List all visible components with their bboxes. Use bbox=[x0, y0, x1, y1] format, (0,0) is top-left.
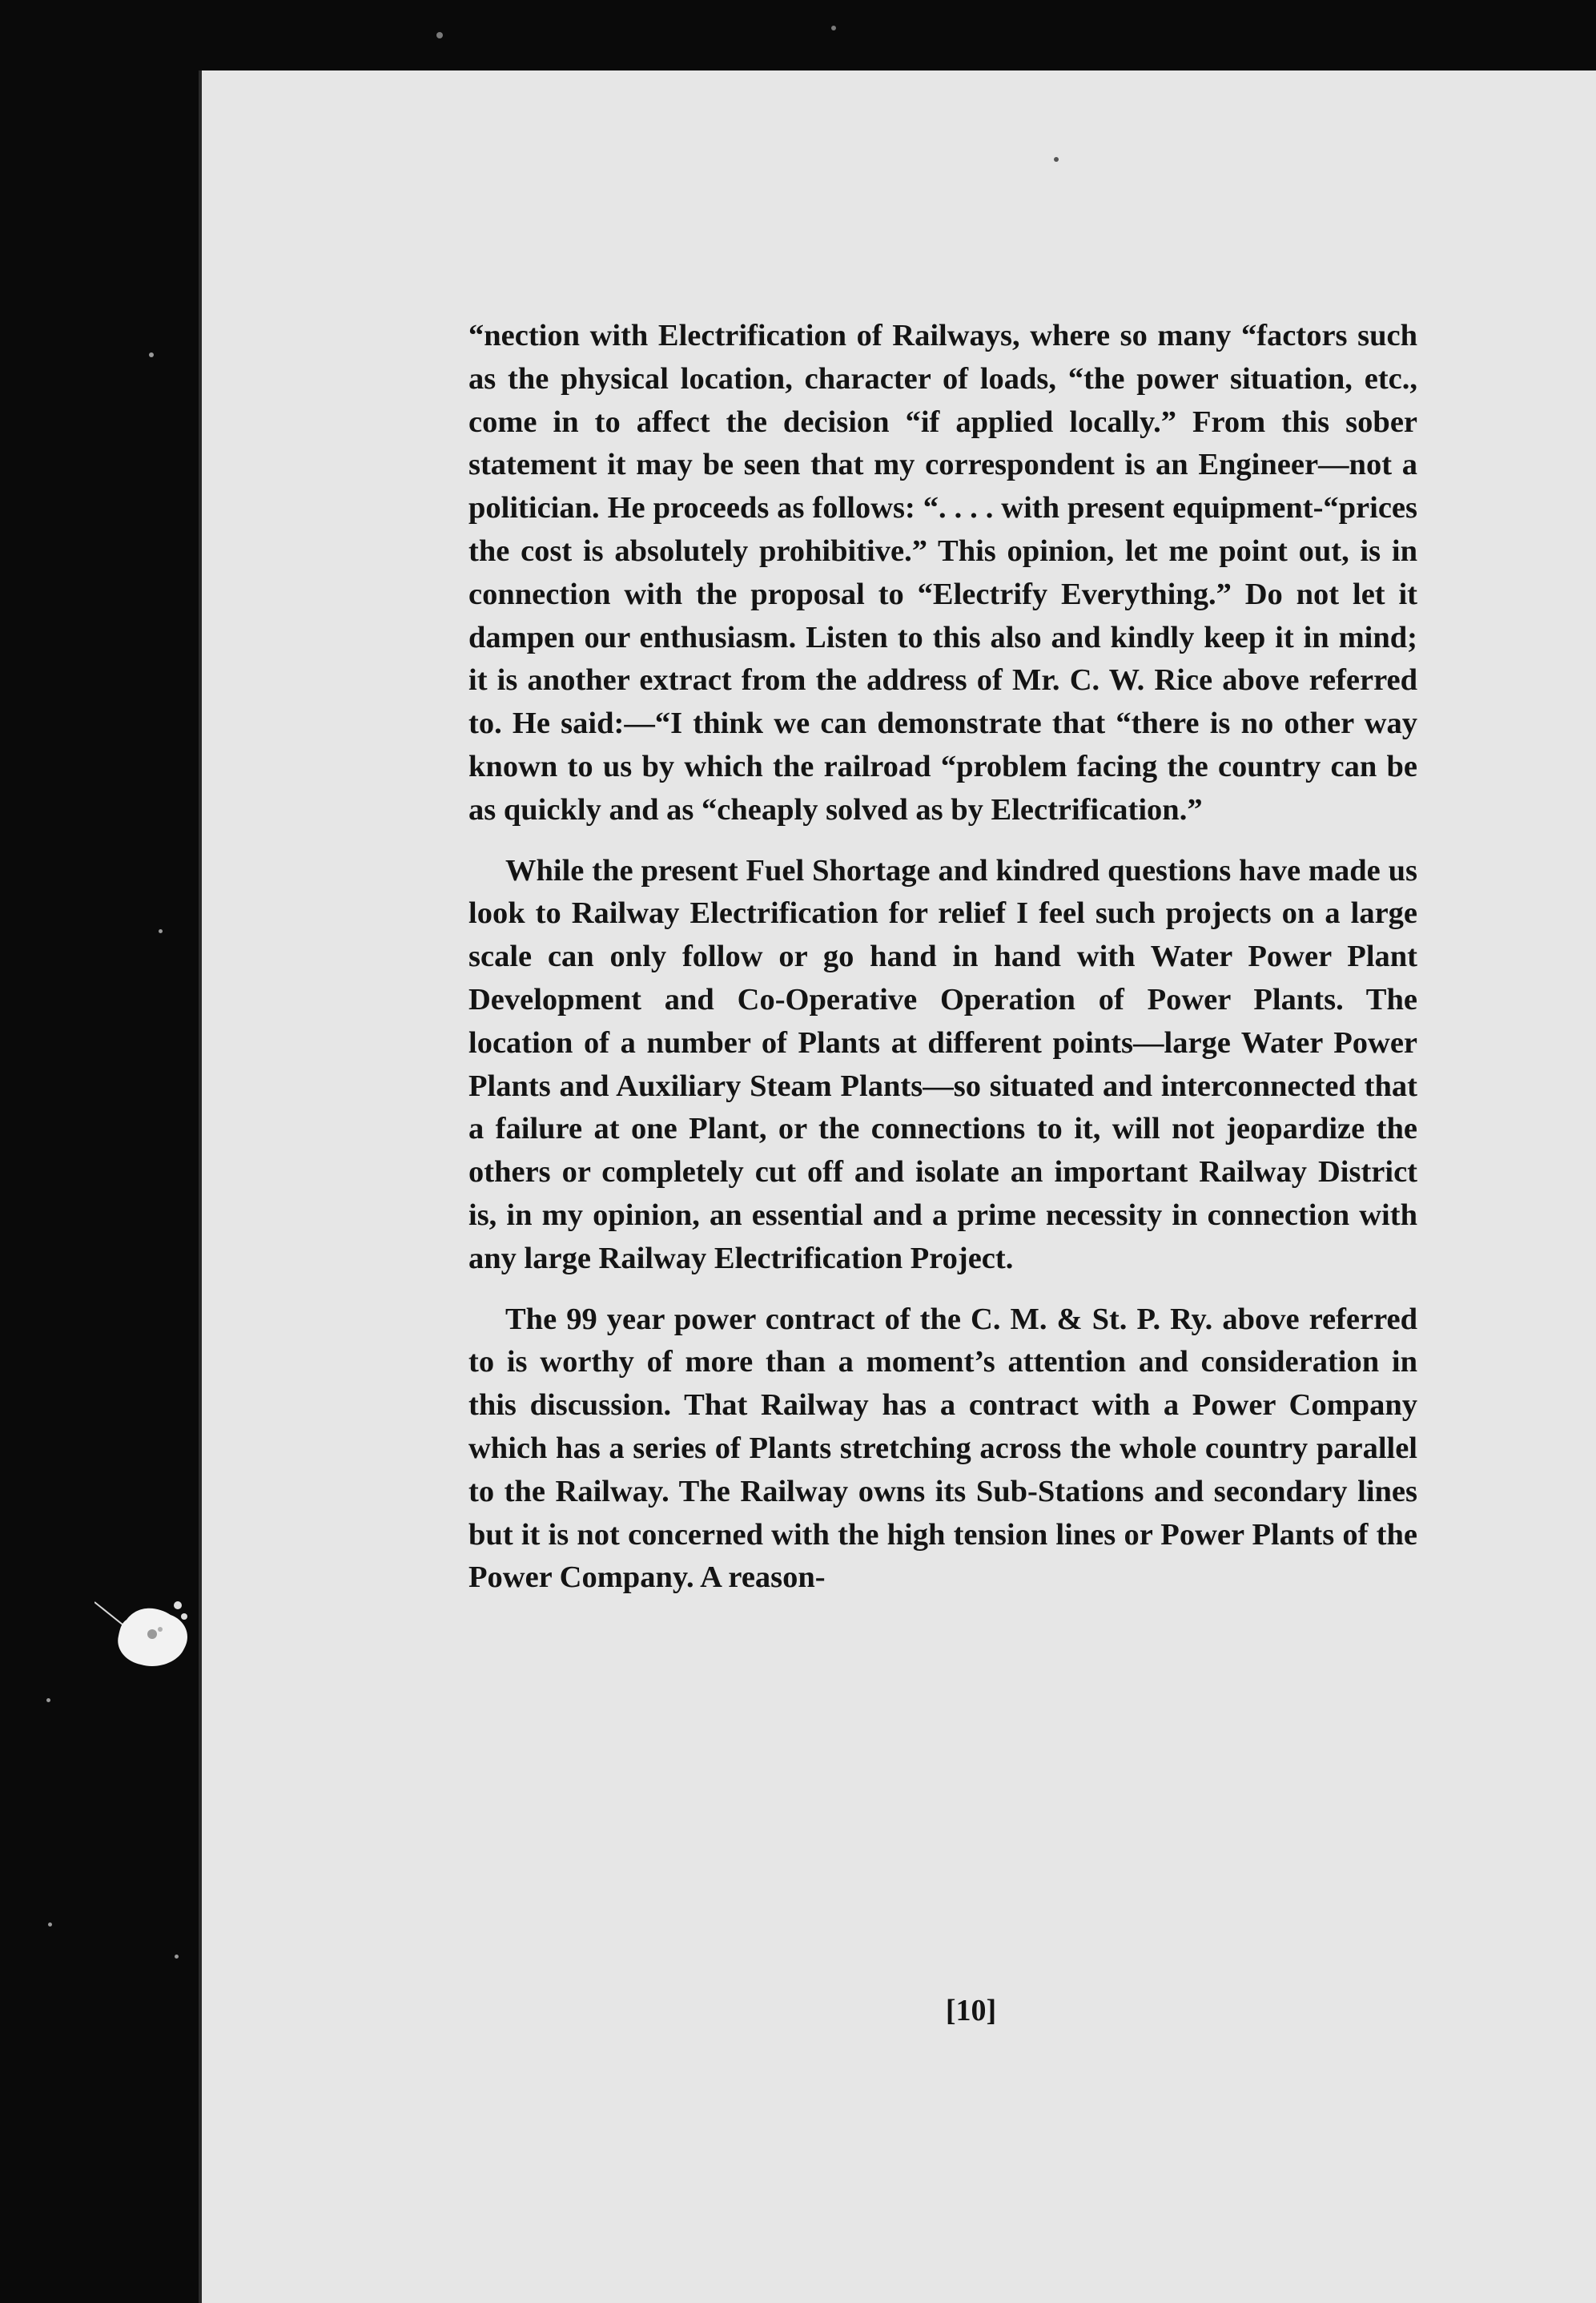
paragraph-2: While the present Fuel Shortage and kindred questions have made us look to Railway Electrification for relief I feel such projects on a large scale can only follow or go hand in hand with Water Power Plant Development and Co-Operative Operation of Power Plants. The location of a number of Plants at different points—large Water Power Plants and Auxiliary Steam Plants—so situated and interconnected that a failure at one Plant, or the connections to it, will not jeopardize the others or completely cut off and isolate an important Railway District is, in my opinion, an essential and a prime necessity in connection with any large Railway Electrification Project. bbox=[468, 853, 1417, 1275]
speck-mark bbox=[149, 352, 154, 357]
paragraph-3: The 99 year power contract of the C. M. & St. P. Ry. above referred to is worthy of more than a moment’s attention and consideration in this discussion. That Railway has a contract with a Power Company which has a series of Plants stretching across the whole country parallel to the Railway. The Railway owns its Sub-Stations and secondary lines but it is not concerned with the high tension lines or Power Plants of the Power Company. A reason- bbox=[468, 1302, 1417, 1595]
book-page bbox=[199, 70, 1596, 2303]
speck-mark bbox=[831, 26, 836, 30]
speck-mark bbox=[48, 1923, 52, 1927]
speck-mark bbox=[436, 32, 443, 38]
body-text bbox=[468, 315, 1417, 1600]
speck-mark bbox=[1054, 157, 1059, 162]
page-number: [10] bbox=[945, 1994, 997, 2027]
paragraph-1: “nection with Electrification of Railways, where so many “factors such as the physical location, character of loads, “the power situation, etc., come in to affect the decision “if applied locally.” From this sober statement it may be seen that my correspondent is an Engineer—not a politician. He proceeds as follows: “. . . . with present equipment-“prices the cost is absolutely prohibitive.” This opinion, let me point out, is in connection with the proposal to “Electrify Everything.” Do not let it dampen our enthusiasm. Listen to this also and kindly keep it in mind; it is another extract from the address of Mr. C. W. Rice above referred to. He said:—“I think we can demonstrate that “there is no other way known to us by which the railroad “problem facing the country can be as quickly and as “cheaply solved as by Electrification.” bbox=[468, 319, 1417, 827]
paper-damage-mark bbox=[94, 1596, 194, 1671]
speck-mark bbox=[46, 1698, 50, 1702]
speck-mark bbox=[159, 929, 163, 933]
speck-mark bbox=[175, 1955, 179, 1959]
